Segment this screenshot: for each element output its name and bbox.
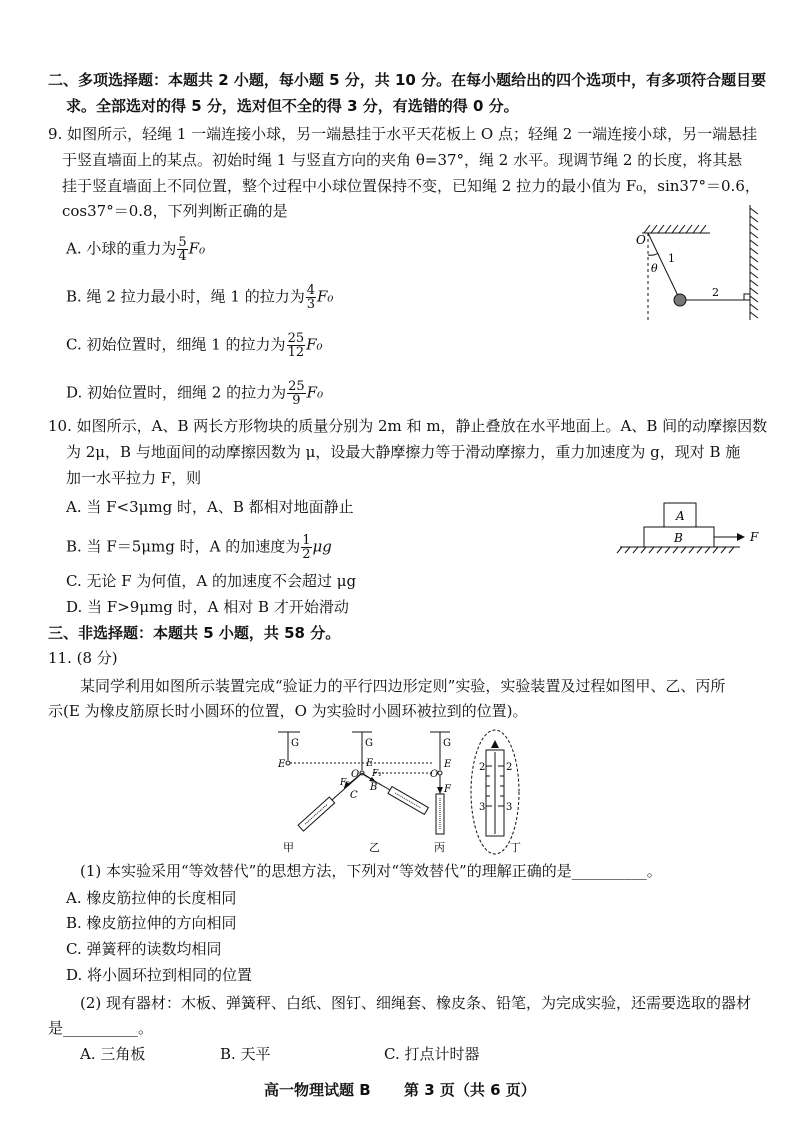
q11-part1: (1) 本实验采用“等效替代”的思想方法，下列对“等效替代”的理解正确的是__________。 <box>80 862 662 880</box>
section3-heading: 三、非选择题：本题共 5 小题，共 58 分。 <box>48 624 341 642</box>
q11-intro-line2: 示(E 为橡皮筋原长时小圆环的位置，O 为实验时小圆环被拉到的位置)。 <box>48 702 528 720</box>
q10-option-b: B. 当 F＝5μmg 时，A 的加速度为 $\frac{1}{2}$ μg <box>66 533 332 562</box>
q11-fig-scale-2-right: 2 <box>506 762 513 773</box>
q10-stem-line2: 为 2μ，B 与地面间的动摩擦因数为 μ，设最大静摩擦力等于滑动摩擦力，重力加速度为 g，现对 B 施 <box>66 443 741 461</box>
q11-fig-f2: F₂ <box>340 778 350 788</box>
q10-fig-label-b: B <box>674 531 683 545</box>
q11-fig-o-bing: O <box>430 769 439 780</box>
q10-option-c: C. 无论 F 为何值，A 的加速度不会超过 μg <box>66 572 357 590</box>
q11-fig-caption-bing: 丙 <box>434 841 445 854</box>
footer-subject: 高一物理试题 B <box>264 1081 371 1099</box>
q11-fig-caption-ding: 丁 <box>510 841 521 854</box>
footer-page-number: 第 3 页（共 6 页） <box>404 1081 536 1099</box>
q10-fig-label-a: A <box>676 509 685 523</box>
q11-fig-b: B <box>370 782 378 793</box>
q9-stem-line3: 挂于竖直墙面上不同位置，整个过程中小球位置保持不变，已知绳 2 拉力的最小值为 F₀，sin37°＝0.6， <box>62 177 760 195</box>
q11-part1-option-a: A. 橡皮筋拉伸的长度相同 <box>66 889 237 907</box>
section2-heading-line1: 二、多项选择题：本题共 2 小题，每小题 5 分，共 10 分。在每小题给出的四个选项中，有多项符合题目要 <box>48 71 767 89</box>
q11-part2-line1: (2) 现有器材：木板、弹簧秤、白纸、图钉、细绳套、橡皮条、铅笔，为完成实验，还需要选取的器材 <box>80 994 752 1012</box>
q11-fig-g-bing: G <box>443 738 451 749</box>
q9-fig-label-1: 1 <box>668 252 675 265</box>
q11-part2-option-b: B. 天平 <box>220 1045 271 1063</box>
q11-fig-f-bing: F <box>444 784 451 795</box>
q11-part2-option-c: C. 打点计时器 <box>384 1045 480 1063</box>
q11-fig-g-yi: G <box>365 738 373 749</box>
q10-option-d: D. 当 F>9μmg 时，A 相对 B 才开始滑动 <box>66 598 349 616</box>
q11-fig-g-jia: G <box>291 738 299 749</box>
q9-figure <box>620 200 770 330</box>
q11-part1-option-d: D. 将小圆环拉到相同的位置 <box>66 966 253 984</box>
q11-number: 11. (8 分) <box>48 649 118 667</box>
q11-fig-f1: F₁ <box>372 769 382 779</box>
q11-fig-e-jia: E <box>278 759 286 770</box>
q9-option-d: D. 初始位置时，细绳 2 的拉力为 $\frac{25}{9}$ F₀ <box>66 379 324 408</box>
q10-figure <box>612 496 772 556</box>
q11-fig-caption-yi: 乙 <box>369 841 380 854</box>
q9-fig-label-2: 2 <box>712 286 719 299</box>
q9-stem-line2: 于竖直墙面上的某点。初始时绳 1 与竖直方向的夹角 θ=37°，绳 2 水平。现调节绳 2 的长度，将其悬 <box>62 151 743 169</box>
q9-stem-line4: cos37°＝0.8，下列判断正确的是 <box>62 202 288 220</box>
section2-heading-line2: 求。全部选对的得 5 分，选对但不全的得 3 分，有选错的得 0 分。 <box>66 97 519 115</box>
q10-stem-line1: 10. 如图所示，A、B 两长方形物块的质量分别为 2m 和 m，静止叠放在水平地面上。A、B 间的动摩擦因数 <box>48 417 768 435</box>
q11-fig-e-bing: E <box>444 759 452 770</box>
q11-fig-o-yi: O <box>351 769 360 780</box>
q11-figure <box>270 726 540 856</box>
q11-fig-caption-jia: 甲 <box>283 841 294 854</box>
q11-fig-e-yi: E <box>366 758 374 769</box>
q9-stem-line1: 9. 如图所示，轻绳 1 一端连接小球，另一端悬挂于水平天花板上 O 点；轻绳 2 一端连接小球，另一端悬挂 <box>48 125 758 143</box>
q9-option-a: A. 小球的重力为 $\frac{5}{4}$ F₀ <box>66 235 206 264</box>
q10-stem-line3: 加一水平拉力 F，则 <box>66 469 202 487</box>
q10-option-a: A. 当 F<3μmg 时，A、B 都相对地面静止 <box>66 498 354 516</box>
q11-part1-option-b: B. 橡皮筋拉伸的方向相同 <box>66 914 237 932</box>
q11-fig-c: C <box>350 790 358 801</box>
q11-part2-line2: 是__________。 <box>48 1019 154 1037</box>
q9-fig-label-o: O <box>636 233 646 247</box>
q11-fig-scale-3-right: 3 <box>506 802 513 813</box>
q9-option-b: B. 绳 2 拉力最小时，绳 1 的拉力为 $\frac{4}{3}$ F₀ <box>66 283 334 312</box>
q11-part2-option-a: A. 三角板 <box>80 1045 146 1063</box>
q9-option-c: C. 初始位置时，细绳 1 的拉力为 $\frac{25}{12}$ F₀ <box>66 331 323 360</box>
q10-fig-label-f: F <box>750 530 759 544</box>
q9-fig-label-theta: θ <box>651 262 658 275</box>
q11-part1-option-c: C. 弹簧秤的读数均相同 <box>66 940 222 958</box>
q11-intro-line1: 某同学利用如图所示装置完成“验证力的平行四边形定则”实验，实验装置及过程如图甲、乙、丙所 <box>80 677 726 695</box>
q11-fig-scale-2-left: 2 <box>479 762 486 773</box>
q11-fig-scale-3-left: 3 <box>479 802 486 813</box>
